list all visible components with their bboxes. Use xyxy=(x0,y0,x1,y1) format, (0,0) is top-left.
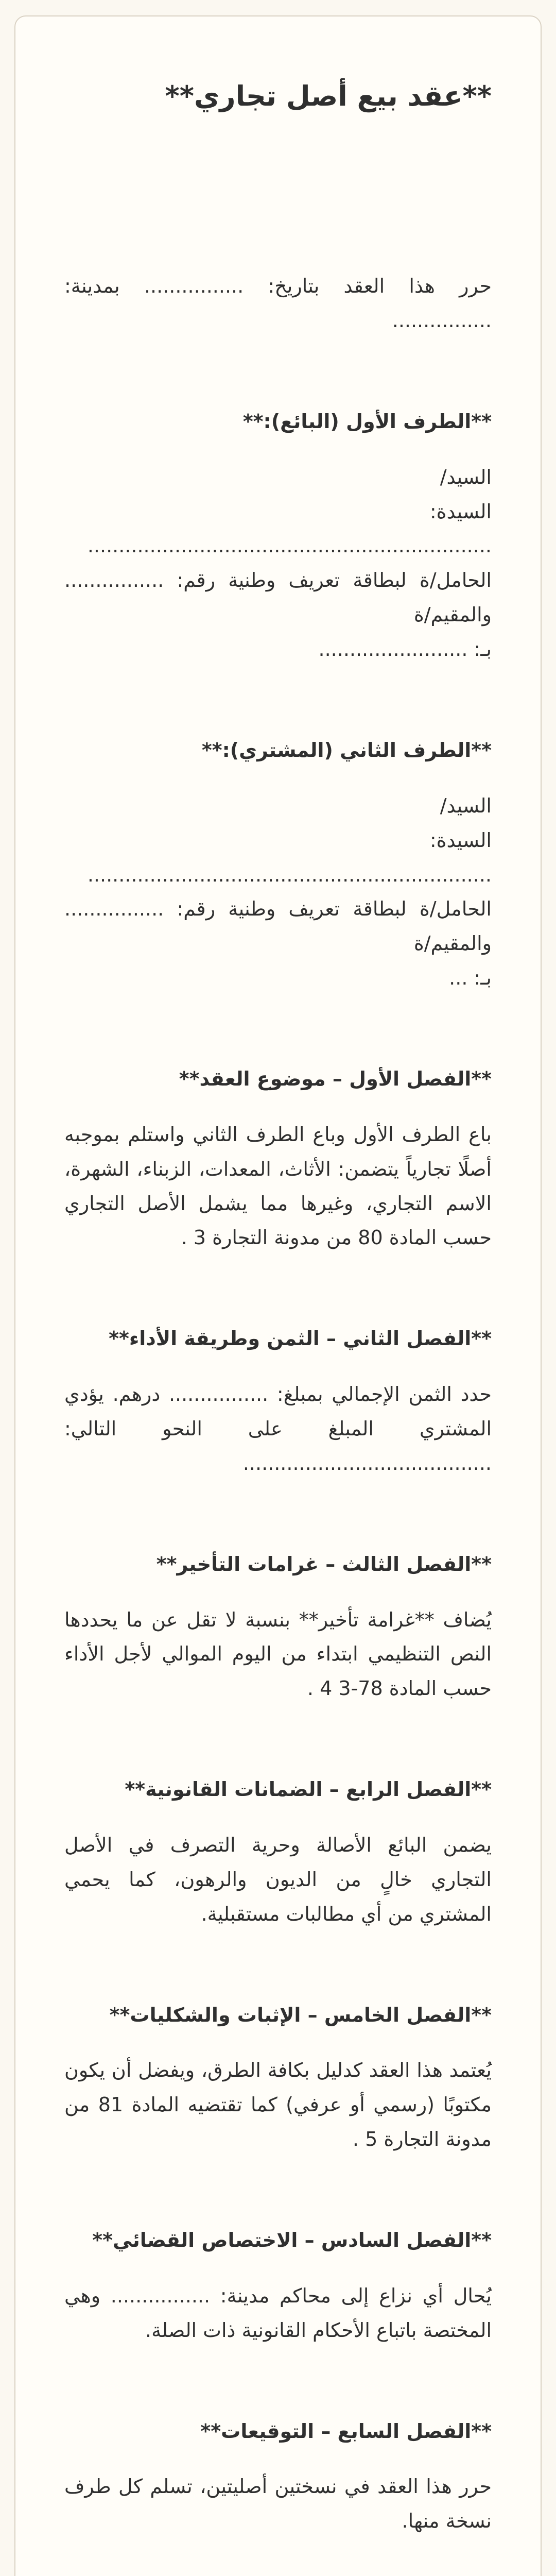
chapter-7-section xyxy=(64,2416,492,2539)
party-one-line-3: الحامل/ة لبطاقة تعريف وطنية رقم: ................ والمقيم/ة xyxy=(64,569,492,626)
chapter-2-body: حدد الثمن الإجمالي بمبلغ: ................ درهم. يؤدي المشتري المبلغ على النحو التالي: ........................................ xyxy=(64,1383,492,1475)
chapter-1-heading: **الفصل الأول – موضوع العقد** xyxy=(179,1067,492,1091)
party-one-section xyxy=(64,406,492,667)
party-one-line-1: السيد/ xyxy=(440,465,492,488)
chapter-6-section xyxy=(64,2225,492,2348)
document-title: **عقد بيع أصل تجاري** xyxy=(165,80,492,112)
contract-intro: حرر هذا العقد بتاريخ: ................ بمدينة: ................ xyxy=(64,275,492,332)
chapter-6-body: يُحال أي نزاع إلى محاكم مدينة: ................ وهي المختصة باتباع الأحكام القانونية ذات الصلة. xyxy=(64,2284,492,2342)
chapter-4-body: يضمن البائع الأصالة وحرية التصرف في الأصل التجاري خالٍ من الديون والرهون، كما يحمي المشتري من أي مطالبات مستقبلية. xyxy=(64,1833,492,1925)
chapter-7-heading: **الفصل السابع – التوقيعات** xyxy=(200,2419,492,2443)
chapter-3-heading: **الفصل الثالث – غرامات التأخير** xyxy=(156,1552,492,1575)
document-card xyxy=(14,15,542,2576)
chapter-6-heading: **الفصل السادس – الاختصاص القضائي** xyxy=(92,2229,492,2252)
document-content xyxy=(64,78,492,2576)
chapter-4-heading: **الفصل الرابع – الضمانات القانونية** xyxy=(125,1778,492,1801)
chapter-4-section xyxy=(64,1774,492,1931)
chapter-1-section xyxy=(64,1063,492,1255)
party-two-heading: **الطرف الثاني (المشتري):** xyxy=(201,738,492,761)
party-two-section xyxy=(64,735,492,995)
party-one-heading: **الطرف الأول (البائع):** xyxy=(242,410,492,433)
chapter-1-body: باع الطرف الأول وباع الطرف الثاني واستلم بموجبه أصلًا تجارياً يتضمن: الأثاث، المعدات، الزبناء، الشهرة، الاسم التجاري، وغيرها مما يشمل الأصل التجاري حسب المادة 80 من مدونة التجارة 3 . xyxy=(64,1123,492,1249)
party-two-line-3: الحامل/ة لبطاقة تعريف وطنية رقم: ................ والمقيم/ة xyxy=(64,897,492,955)
chapter-5-body: يُعتمد هذا العقد كدليل بكافة الطرق، ويفضل أن يكون مكتوبًا (رسمي أو عرفي) كما تقتضيه المادة 81 من مدونة التجارة 5 . xyxy=(64,2059,492,2151)
chapter-3-body: يُضاف **غرامة تأخير** بنسبة لا تقل عن ما يحددها النص التنظيمي ابتداء من اليوم الموالي لأجل الأداء حسب المادة 78-3 4 . xyxy=(64,1608,492,1700)
chapter-5-heading: **الفصل الخامس – الإثبات والشكليات** xyxy=(109,2003,492,2026)
chapter-2-heading: **الفصل الثاني – الثمن وطريقة الأداء** xyxy=(109,1327,492,1350)
chapter-5-section xyxy=(64,1999,492,2157)
chapter-3-section xyxy=(64,1549,492,1706)
party-two-line-1: السيد/ xyxy=(440,794,492,817)
chapter-7-body: حرر هذا العقد في نسختين أصليتين، تسلم كل طرف نسخة منها. xyxy=(64,2475,492,2533)
party-two-line-4: بـ: ... xyxy=(449,967,492,990)
chapter-2-section xyxy=(64,1323,492,1480)
party-one-line-2: السيدة: ................................................................. xyxy=(87,500,492,557)
party-one-line-4: بـ: ........................ xyxy=(318,638,492,661)
party-two-line-2: السيدة: ................................................................. xyxy=(87,828,492,886)
